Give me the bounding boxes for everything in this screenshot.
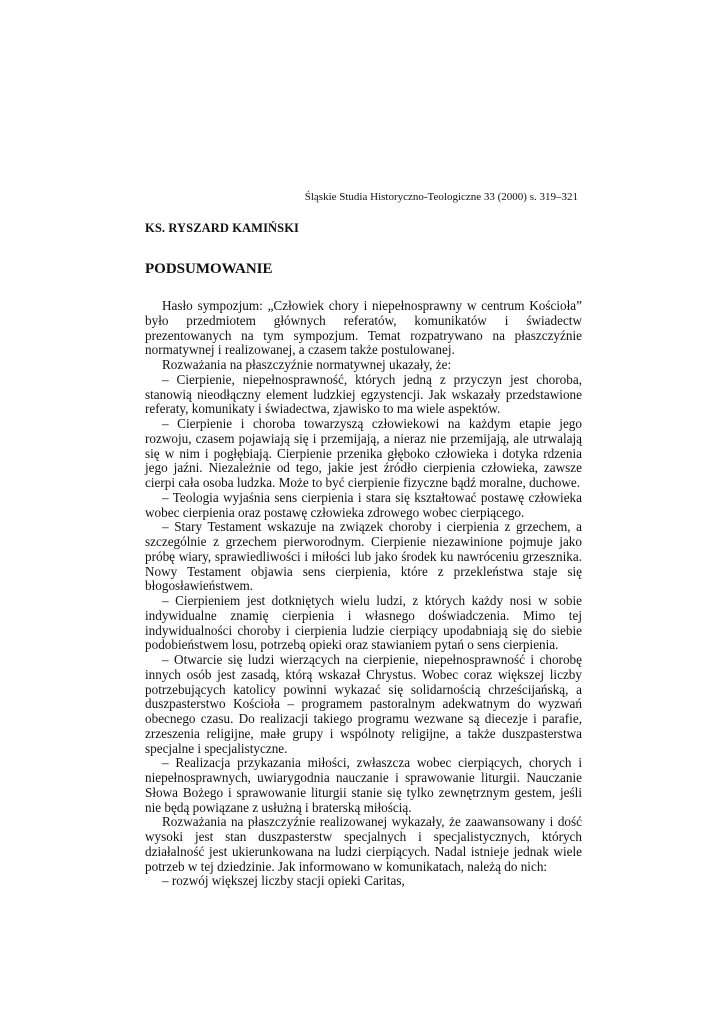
author-name: KS. RYSZARD KAMIŃSKI (145, 221, 300, 235)
journal-reference: Śląskie Studia Historyczno-Teologiczne 33 (2000) s. 319–321 (304, 191, 578, 203)
paragraph: Hasło sympozjum: „Człowiek chory i niepełnosprawny w centrum Kościoła” było przedmiotem głównych referatów, komunikatów i świadectw prezentowanych na tym sympozjum. Temat rozpatrywano na płaszczyźnie normatywnej i realizowanej, a czasem także postulowanej. (145, 298, 582, 358)
paragraph: – Cierpienie i choroba towarzyszą człowiekowi na każdym etapie jego rozwoju, czasem pojawiają się i przemijają, a nieraz nie przemijają, ale utrwalają się w nim i pogłębiają. Cierpienie przenika głęboko człowieka i dotyka rdzenia jego jaźni. Niezależnie od tego, jakie jest źródło cierpienia człowieka, zawsze cierpi cała osoba ludzka. Może to być cierpienie fizyczne bądź moralne, duchowe. (145, 416, 582, 490)
paragraph: Rozważania na płaszczyźnie realizowanej wykazały, że zaawansowany i dość wysoki jest stan duszpasterstw specjalnych i specjalistycznych, których działalność jest ukierunkowana na ludzi cierpiących. Nadal istnieje jednak wiele potrzeb w tej dziedzinie. Jak informowano w komunikatach, należą do nich: (145, 814, 582, 874)
article-body (145, 299, 582, 889)
paragraph: – Otwarcie się ludzi wierzących na cierpienie, niepełnosprawność i chorobę innych osób jest zasadą, którą wskazał Chrystus. Wobec coraz większej liczby potrzebujących katolicy powinni wykazać się solidarnością chrześcijańską, a duszpasterstwo Kościoła – programem pastoralnym adekwatnym do wyzwań obecnego czasu. Do realizacji takiego programu wezwane są diecezje i parafie, zrzeszenia religijne, małe grupy i wspólnoty religijne, a także duszpasterstwa specjalne i specjalistyczne. (145, 652, 582, 756)
paragraph: – Cierpienie, niepełnosprawność, których jedną z przyczyn jest choroba, stanowią nieodłączny element ludzkiej egzystencji. Jak wskazały przedstawione referaty, komunikaty i świadectwa, zjawisko to ma wiele aspektów. (145, 371, 582, 417)
paragraph: – Stary Testament wskazuje na związek choroby i cierpienia z grzechem, a szczególnie z grzechem pierworodnym. Cierpienie niezawinione pojmuje jako próbę wiary, sprawiedliwości i miłości lub jako środek ku nawróceniu grzesznika. Nowy Testament objawia sens cierpienia, które z przekleństwa staje się błogosławieństwem. (145, 519, 582, 594)
paragraph: – rozwój większej liczby stacji opieki Caritas, (162, 873, 405, 889)
paragraph: Rozważania na płaszczyźnie normatywnej ukazały, że: (162, 357, 452, 372)
paragraph: – Teologia wyjaśnia sens cierpienia i stara się kształtować postawę człowieka wobec cierpienia oraz postawę człowieka zdrowego wobec cierpiącego. (145, 489, 582, 520)
paragraph: – Realizacja przykazania miłości, zwłaszcza wobec cierpiących, chorych i niepełnosprawnych, uwiarygodnia nauczanie i sprawowanie liturgii. Nauczanie Słowa Bożego i sprawowanie liturgii stanie się tylko zewnętrznym gestem, jeśli nie będą powiązane z usłużną i braterską miłością. (145, 755, 582, 815)
article-title: PODSUMOWANIE (145, 261, 273, 277)
paragraph: – Cierpieniem jest dotkniętych wielu ludzi, z których każdy nosi w sobie indywidualne znamię cierpienia i własnego doświadczenia. Mimo tej indywidualności choroby i cierpienia ludzie cierpiący upodabniają się do siebie podobieństwem losu, potrzebą opieki oraz stawianiem pytań o sens cierpienia. (145, 593, 582, 653)
